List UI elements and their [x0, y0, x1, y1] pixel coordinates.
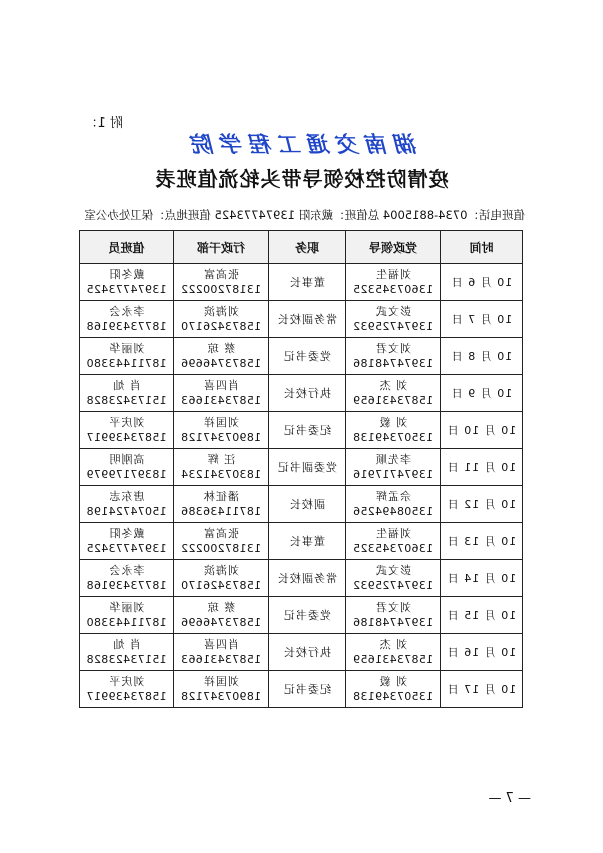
- table-cell: [174, 634, 269, 671]
- admin-phone: 15873746696: [180, 357, 262, 370]
- table-row: [80, 449, 523, 486]
- duty-phone: 18397179979: [86, 468, 167, 481]
- table-cell: [269, 301, 346, 338]
- duty-phone: 13974773425: [86, 542, 167, 555]
- table-cell: [80, 375, 174, 412]
- admin-name: 刘国祥: [203, 675, 239, 688]
- duty-name: 刘庆平: [108, 416, 145, 429]
- table-cell: [346, 449, 441, 486]
- header-cell: 党政领导: [346, 231, 441, 264]
- admin-name: 肖四喜: [203, 638, 239, 651]
- table-cell: [441, 560, 523, 597]
- table-cell: [441, 597, 523, 634]
- duty-phone: 15173423828: [86, 653, 167, 666]
- table-cell: [80, 338, 174, 375]
- duty-name: 肖 灿: [112, 379, 141, 392]
- date-cell: 10 月 12 日: [446, 497, 517, 511]
- table-cell: [80, 597, 174, 634]
- table-cell: [346, 264, 441, 301]
- date-cell: 10 月 15 日: [446, 608, 517, 622]
- table-row: [80, 523, 523, 560]
- admin-name: 潘征林: [203, 490, 239, 503]
- table-cell: [346, 338, 441, 375]
- admin-name: 刘海滨: [203, 305, 239, 318]
- leader-phone: 13507349138: [352, 431, 434, 444]
- table-cell: [174, 338, 269, 375]
- table-cell: [80, 486, 174, 523]
- table-cell: [346, 486, 441, 523]
- table-cell: [441, 634, 523, 671]
- position-cell: 纪委书记: [283, 682, 331, 696]
- admin-phone: 13187200222: [180, 542, 262, 555]
- table-cell: [80, 412, 174, 449]
- table-cell: [269, 264, 346, 301]
- table-cell: [441, 449, 523, 486]
- duty-name: 高刚明: [108, 453, 145, 466]
- table-body: [80, 264, 523, 708]
- table-row: [80, 264, 523, 301]
- table-cell: [174, 264, 269, 301]
- admin-name: 汪 辉: [206, 453, 236, 466]
- duty-phone: 18773439168: [86, 579, 167, 592]
- page-number: — 7 —: [488, 791, 531, 806]
- leader-name: 刘福生: [375, 268, 411, 281]
- leader-phone: 13974725932: [352, 320, 434, 333]
- leader-phone: 13974748186: [352, 357, 434, 370]
- table-cell: [174, 449, 269, 486]
- table-row: [80, 671, 523, 708]
- header-cell: 行政干部: [174, 231, 269, 264]
- leader-phone: 13607345325: [352, 542, 434, 555]
- position-cell: 纪委书记: [283, 423, 331, 437]
- table-cell: [80, 449, 174, 486]
- admin-name: 蔡 琼: [206, 342, 236, 355]
- admin-phone: 18307341234: [180, 468, 262, 481]
- date-cell: 10 月 10 日: [446, 423, 517, 437]
- table-cell: [269, 412, 346, 449]
- table-cell: [174, 560, 269, 597]
- table-cell: [80, 634, 174, 671]
- table-cell: [269, 560, 346, 597]
- table-cell: [441, 375, 523, 412]
- table-cell: [269, 634, 346, 671]
- admin-name: 刘国祥: [203, 416, 239, 429]
- header-cell: 值班员: [80, 231, 174, 264]
- header-cell: 职务: [269, 231, 346, 264]
- header-cell: 时间: [441, 231, 523, 264]
- duty-name: 戴冬阳: [108, 268, 145, 281]
- table-cell: [441, 264, 523, 301]
- table-cell: [269, 338, 346, 375]
- leader-name: 李先顺: [375, 453, 411, 466]
- date-cell: 10 月 13 日: [446, 534, 517, 548]
- leader-name: 刘文君: [375, 601, 411, 614]
- duty-phone: 13974773425: [86, 283, 167, 296]
- admin-phone: 15873426170: [180, 320, 262, 333]
- table-cell: [346, 375, 441, 412]
- duty-name: 刘丽华: [108, 601, 145, 614]
- table-row: [80, 486, 523, 523]
- admin-name: 张高富: [203, 268, 239, 281]
- table-cell: [441, 523, 523, 560]
- duty-name: 李永会: [108, 305, 145, 318]
- admin-name: 蔡 琼: [206, 601, 236, 614]
- position-cell: 党委副书记: [277, 460, 337, 474]
- duty-name: 李永会: [108, 564, 145, 577]
- leader-phone: 13974748186: [352, 616, 434, 629]
- table-cell: [441, 301, 523, 338]
- table-cell: [441, 486, 523, 523]
- duty-schedule-table: [79, 230, 523, 708]
- document-title: 疫情防控校领导带头轮流值班表: [154, 167, 449, 191]
- position-cell: 常务副校长: [277, 312, 337, 326]
- table-cell: [174, 486, 269, 523]
- leader-phone: 13974725932: [352, 579, 434, 592]
- leader-name: 刘福生: [375, 527, 411, 540]
- table-row: [80, 375, 523, 412]
- table-cell: [346, 671, 441, 708]
- duty-phone: 18773439168: [86, 320, 167, 333]
- table-cell: [346, 301, 441, 338]
- leader-phone: 15873431659: [352, 653, 434, 666]
- admin-name: 张高富: [203, 527, 239, 540]
- table-cell: [269, 597, 346, 634]
- position-cell: 执行校长: [283, 645, 331, 659]
- date-cell: 10 月 9 日: [450, 386, 513, 400]
- date-cell: 10 月 7 日: [450, 312, 513, 326]
- duty-phone: 15873439917: [86, 431, 167, 444]
- date-cell: 10 月 17 日: [446, 682, 517, 696]
- table-cell: [346, 597, 441, 634]
- leader-name: 刘 毅: [378, 416, 408, 429]
- table-row: [80, 597, 523, 634]
- duty-name: 刘丽华: [108, 342, 145, 355]
- leader-name: 彭文武: [375, 564, 411, 577]
- table-cell: [80, 671, 174, 708]
- position-cell: 董事长: [289, 275, 325, 289]
- position-cell: 副校长: [289, 497, 325, 511]
- leader-phone: 13508494256: [352, 505, 434, 518]
- attachment-label: 附 1：: [84, 116, 123, 131]
- table-row: [80, 338, 523, 375]
- table-cell: [269, 523, 346, 560]
- table-row: [80, 634, 523, 671]
- date-cell: 10 月 11 日: [446, 460, 517, 474]
- table-cell: [441, 671, 523, 708]
- school-name: 湖南交通工程学院: [185, 132, 418, 158]
- leader-phone: 15873431659: [352, 394, 434, 407]
- table-cell: [269, 486, 346, 523]
- admin-phone: 15873431663: [180, 394, 262, 407]
- leader-name: 刘 杰: [378, 638, 408, 651]
- duty-phone: 18711443380: [86, 357, 167, 370]
- duty-name: 肖 灿: [112, 638, 141, 651]
- duty-phone: 15074724198: [86, 505, 167, 518]
- admin-phone: 15873746696: [180, 616, 262, 629]
- table-cell: [174, 523, 269, 560]
- position-cell: 董事长: [289, 534, 325, 548]
- table-row: [80, 560, 523, 597]
- table-cell: [441, 338, 523, 375]
- table-row: [80, 301, 523, 338]
- admin-name: 刘海滨: [203, 564, 239, 577]
- duty-contact-info: 值班电话：0734-8815004 总值班：戴东阳 13974773425 值班地点：保卫处办公室: [84, 208, 525, 222]
- table-cell: [346, 412, 441, 449]
- table-cell: [269, 671, 346, 708]
- table-cell: [80, 301, 174, 338]
- table-cell: [80, 264, 174, 301]
- leader-phone: 13607345325: [352, 283, 434, 296]
- position-cell: 党委书记: [283, 608, 331, 622]
- table-cell: [269, 449, 346, 486]
- leader-name: 刘 杰: [378, 379, 408, 392]
- leader-phone: 13974717916: [352, 468, 434, 481]
- position-cell: 常务副校长: [277, 571, 337, 585]
- leader-phone: 13507349138: [352, 690, 434, 703]
- duty-phone: 15173423828: [86, 394, 167, 407]
- table-cell: [174, 301, 269, 338]
- date-cell: 10 月 14 日: [446, 571, 517, 585]
- admin-name: 肖四喜: [203, 379, 239, 392]
- leader-name: 刘文君: [375, 342, 411, 355]
- duty-name: 唐东志: [108, 490, 145, 503]
- date-cell: 10 月 6 日: [450, 275, 513, 289]
- admin-phone: 18711436386: [180, 505, 262, 518]
- duty-name: 刘庆平: [108, 675, 145, 688]
- table-cell: [174, 375, 269, 412]
- table-cell: [346, 634, 441, 671]
- position-cell: 执行校长: [283, 386, 331, 400]
- table-cell: [346, 560, 441, 597]
- table-cell: [174, 597, 269, 634]
- admin-phone: 15873426170: [180, 579, 262, 592]
- leader-name: 刘 毅: [378, 675, 408, 688]
- table-cell: [174, 412, 269, 449]
- table-header-row: [80, 231, 523, 264]
- table-cell: [80, 560, 174, 597]
- table-cell: [174, 671, 269, 708]
- table-cell: [269, 375, 346, 412]
- admin-phone: 15873431663: [180, 653, 262, 666]
- admin-phone: 18907347128: [180, 690, 262, 703]
- table-cell: [346, 523, 441, 560]
- table-row: [80, 412, 523, 449]
- table-cell: [80, 523, 174, 560]
- leader-name: 佘孟辉: [375, 490, 411, 503]
- duty-phone: 15873439917: [86, 690, 167, 703]
- leader-name: 彭文武: [375, 305, 411, 318]
- duty-phone: 18711443380: [86, 616, 167, 629]
- admin-phone: 18907347128: [180, 431, 262, 444]
- admin-phone: 13187200222: [180, 283, 262, 296]
- position-cell: 党委书记: [283, 349, 331, 363]
- date-cell: 10 月 16 日: [446, 645, 517, 659]
- date-cell: 10 月 8 日: [450, 349, 513, 363]
- duty-name: 戴冬阳: [108, 527, 145, 540]
- table-cell: [441, 412, 523, 449]
